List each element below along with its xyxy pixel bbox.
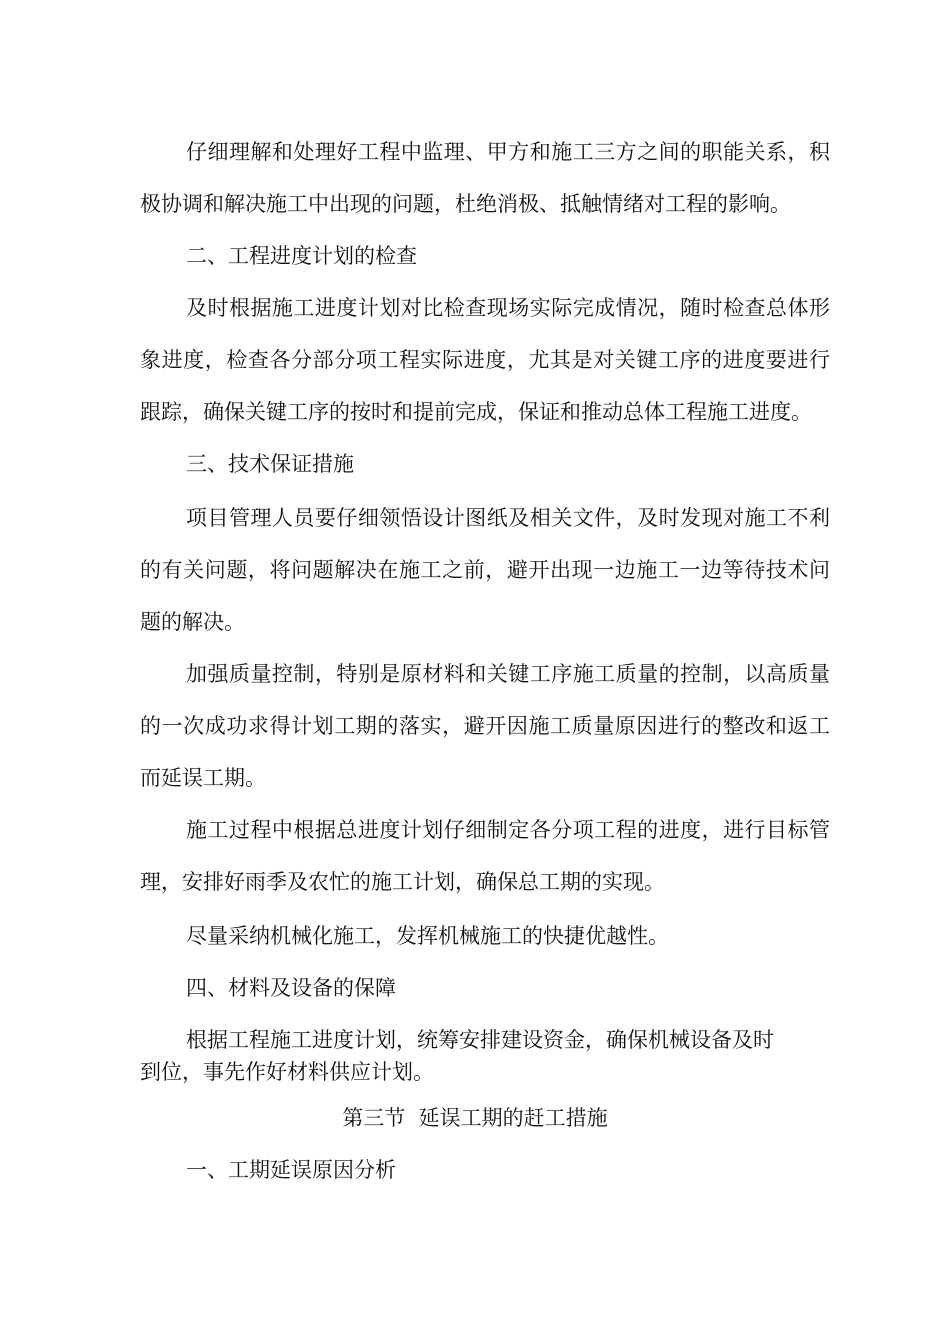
paragraph-line: 题的解决。	[140, 610, 245, 634]
paragraph-line: 根据工程施工进度计划，统筹安排建设资金，确保机械设备及时	[186, 1028, 774, 1052]
paragraph-line: 而延误工期。	[140, 766, 266, 790]
section-heading: 一、工期延误原因分析	[186, 1158, 396, 1182]
section-heading: 三、技术保证措施	[186, 452, 354, 476]
paragraph-line: 尽量采纳机械化施工，发挥机械施工的快捷优越性。	[186, 924, 669, 948]
paragraph-line: 理，安排好雨季及农忙的施工计划，确保总工期的实现。	[140, 870, 665, 894]
paragraph-line: 的一次成功求得计划工期的落实，避开因施工质量原因进行的整改和返工	[140, 714, 830, 738]
paragraph-line: 项目管理人员要仔细领悟设计图纸及相关文件，及时发现对施工不利	[186, 506, 830, 530]
paragraph-line: 施工过程中根据总进度计划仔细制定各分项工程的进度，进行目标管	[186, 818, 830, 842]
paragraph-line: 的有关问题，将问题解决在施工之前，避开出现一边施工一边等待技术问	[140, 558, 830, 582]
paragraph-line: 及时根据施工进度计划对比检查现场实际完成情况，随时检查总体形	[186, 296, 830, 320]
paragraph-line: 到位，事先作好材料供应计划。	[140, 1060, 434, 1084]
section-heading: 四、材料及设备的保障	[186, 976, 396, 1000]
section-title: 第三节 延误工期的赶工措施	[342, 1106, 608, 1130]
section-heading: 二、工程进度计划的检查	[186, 244, 417, 268]
paragraph-line: 仔细理解和处理好工程中监理、甲方和施工三方之间的职能关系，积	[186, 140, 830, 164]
paragraph-line: 加强质量控制，特别是原材料和关键工序施工质量的控制，以高质量	[186, 662, 830, 686]
paragraph-line: 跟踪，确保关键工序的按时和提前完成，保证和推动总体工程施工进度。	[140, 400, 812, 424]
paragraph-line: 象进度，检查各分部分项工程实际进度，尤其是对关键工序的进度要进行	[140, 348, 830, 372]
paragraph-line: 极协调和解决施工中出现的问题，杜绝消极、抵触情绪对工程的影响。	[140, 192, 791, 216]
